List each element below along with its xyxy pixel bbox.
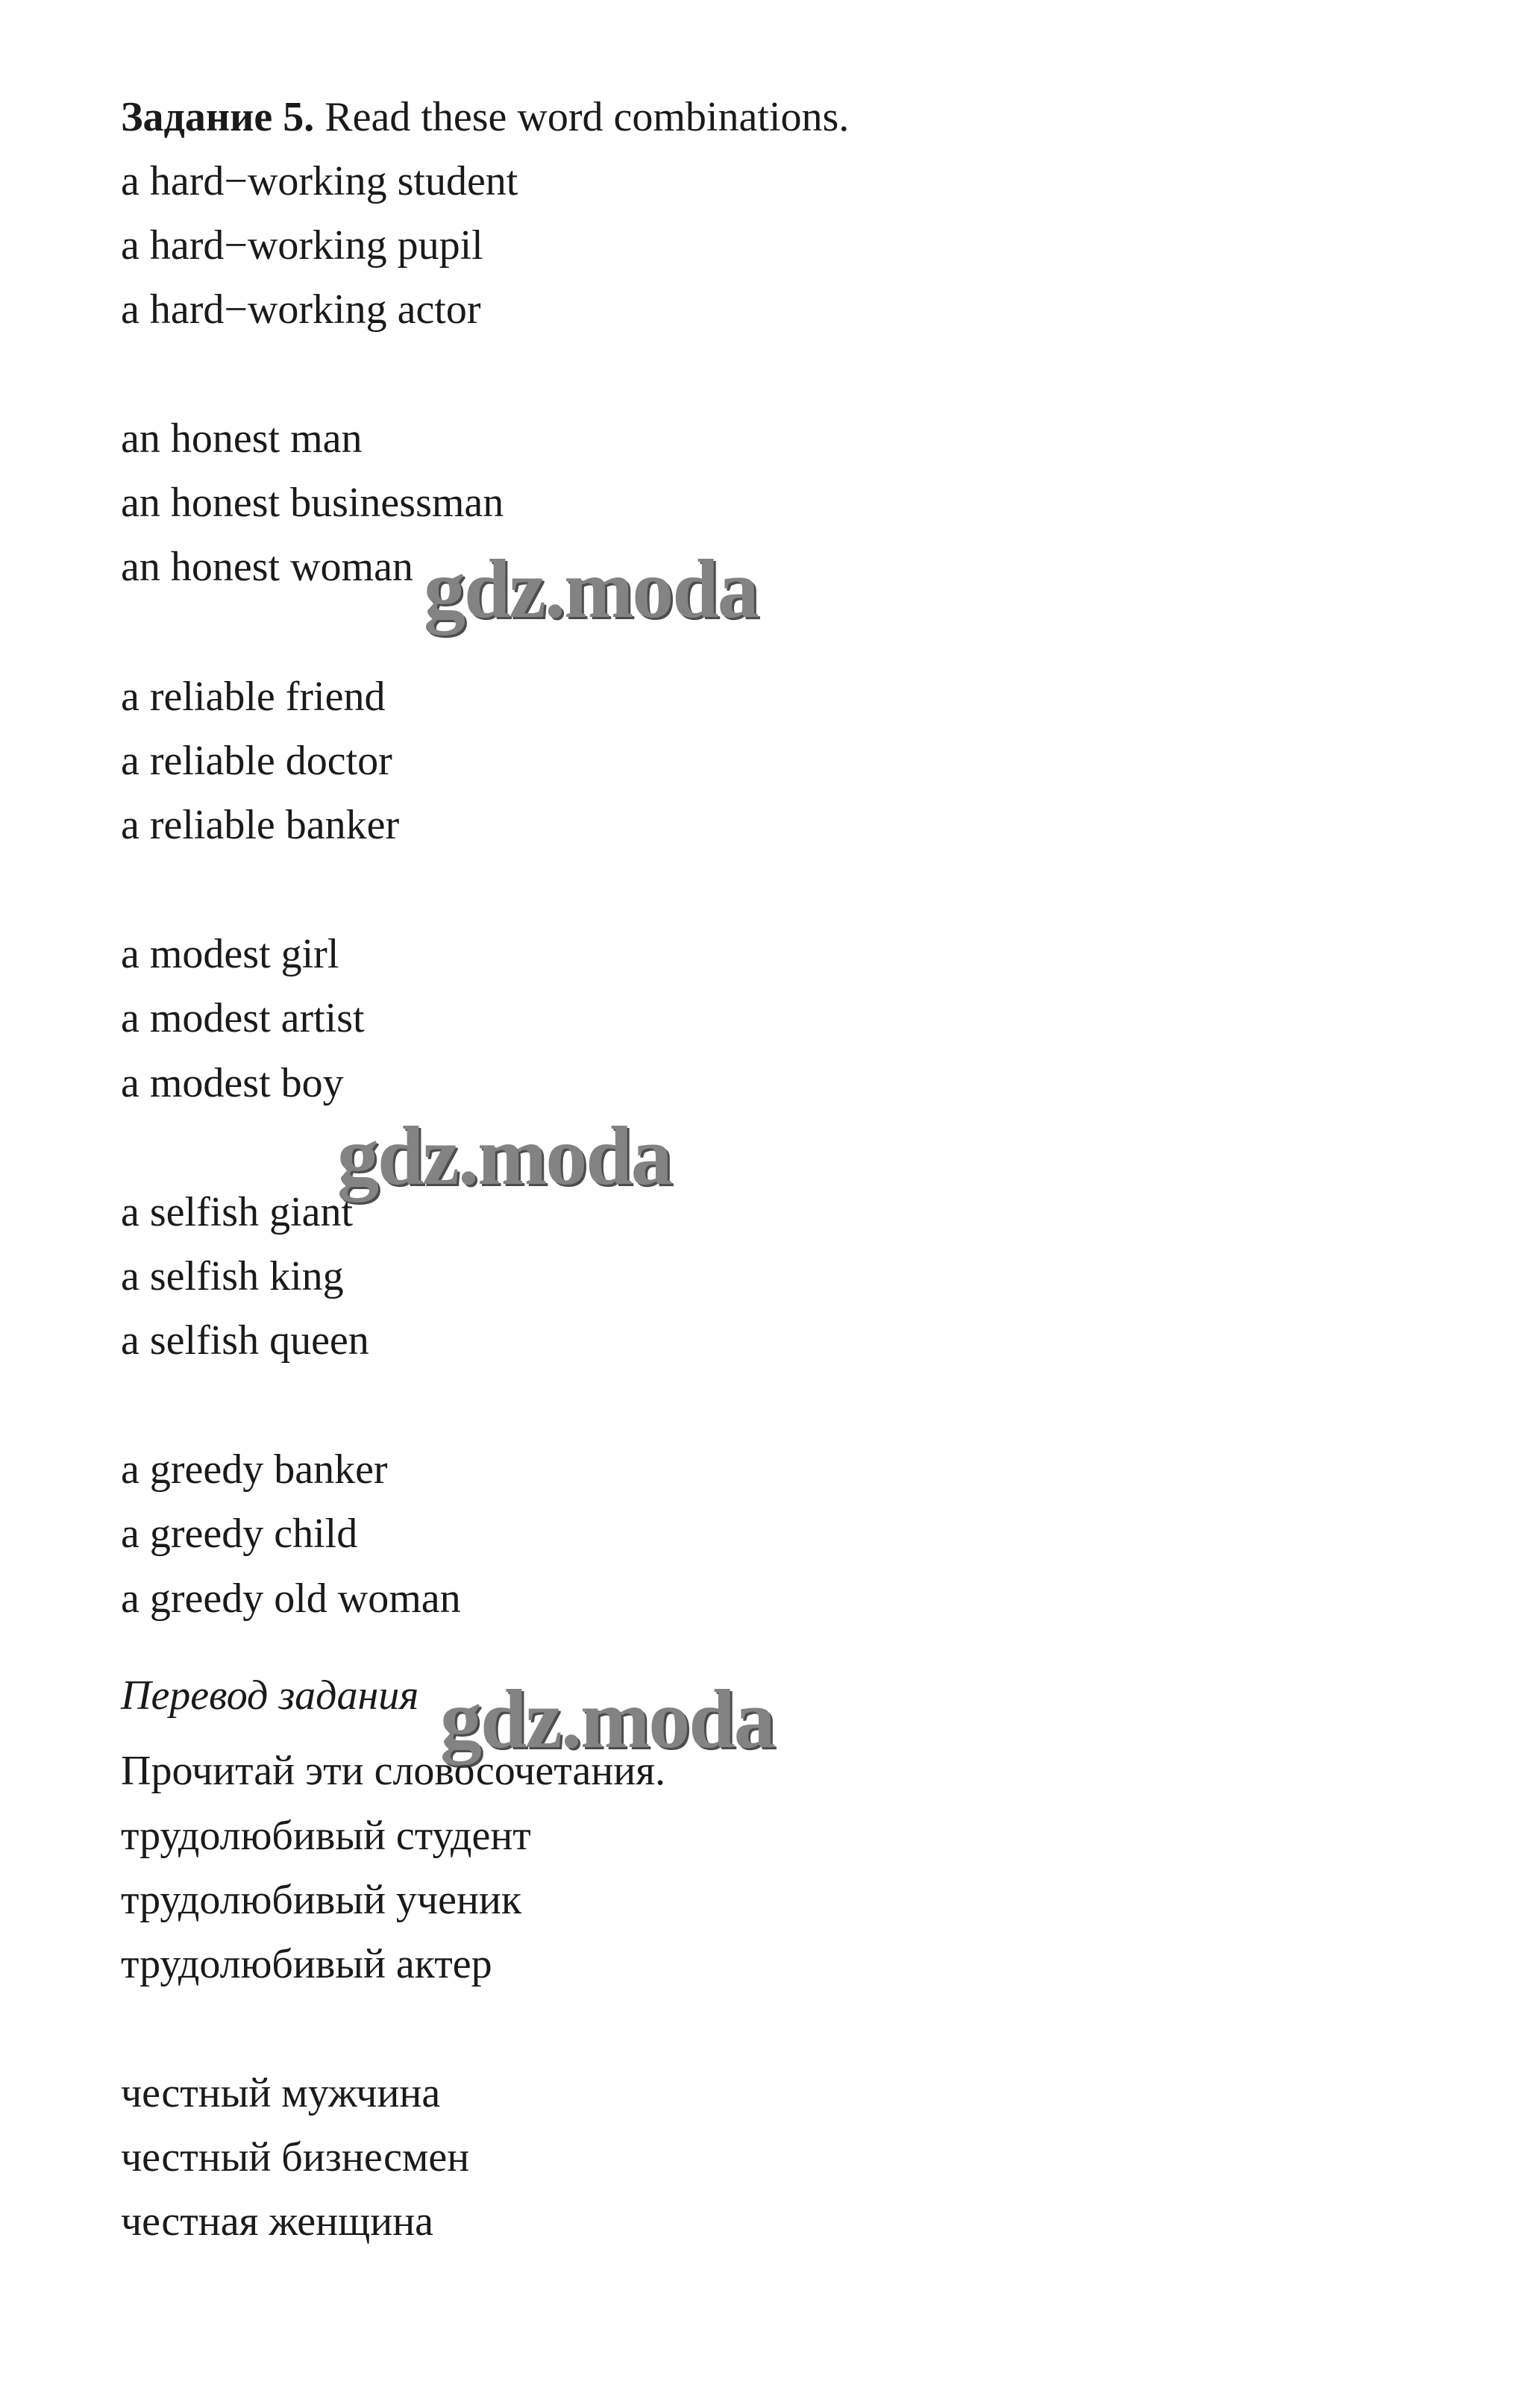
list-item: a hard−working pupil (121, 222, 483, 269)
list-item: a modest artist (121, 995, 365, 1041)
list-item: a modest boy (121, 1060, 344, 1106)
watermark: gdz.moda (337, 1110, 671, 1203)
task-instruction: Read these word combinations. (325, 94, 850, 140)
translation-item: честная женщина (121, 2198, 434, 2245)
translation-item: трудолюбивый ученик (121, 1877, 522, 1923)
list-item: a hard−working actor (121, 286, 481, 333)
list-item: a reliable banker (121, 802, 400, 848)
watermark: gdz.moda (424, 543, 758, 636)
translation-heading: Перевод задания (121, 1672, 419, 1719)
watermark: gdz.moda (440, 1673, 774, 1766)
list-item: an honest businessman (121, 480, 504, 526)
translation-item: трудолюбивый актер (121, 1941, 492, 1987)
list-item: a greedy child (121, 1511, 358, 1557)
list-item: a reliable friend (121, 674, 386, 720)
task-number: Задание 5. (121, 94, 315, 140)
list-item: a selfish king (121, 1253, 344, 1299)
list-item: a greedy banker (121, 1446, 388, 1493)
list-item: an honest man (121, 416, 363, 462)
list-item: a reliable doctor (121, 738, 392, 784)
list-item: an honest woman (121, 544, 413, 590)
list-item: a modest girl (121, 931, 339, 977)
list-item: a greedy old woman (121, 1575, 461, 1622)
task-title (121, 91, 849, 143)
translation-item: честный бизнесмен (121, 2134, 470, 2180)
list-item: a selfish giant (121, 1189, 354, 1235)
list-item: a selfish queen (121, 1317, 369, 1364)
translation-item: честный мужчина (121, 2070, 441, 2116)
list-item: a hard−working student (121, 158, 518, 204)
translation-item: трудолюбивый студент (121, 1813, 531, 1859)
translation-instruction: Прочитай эти словосочетания. (121, 1748, 665, 1794)
